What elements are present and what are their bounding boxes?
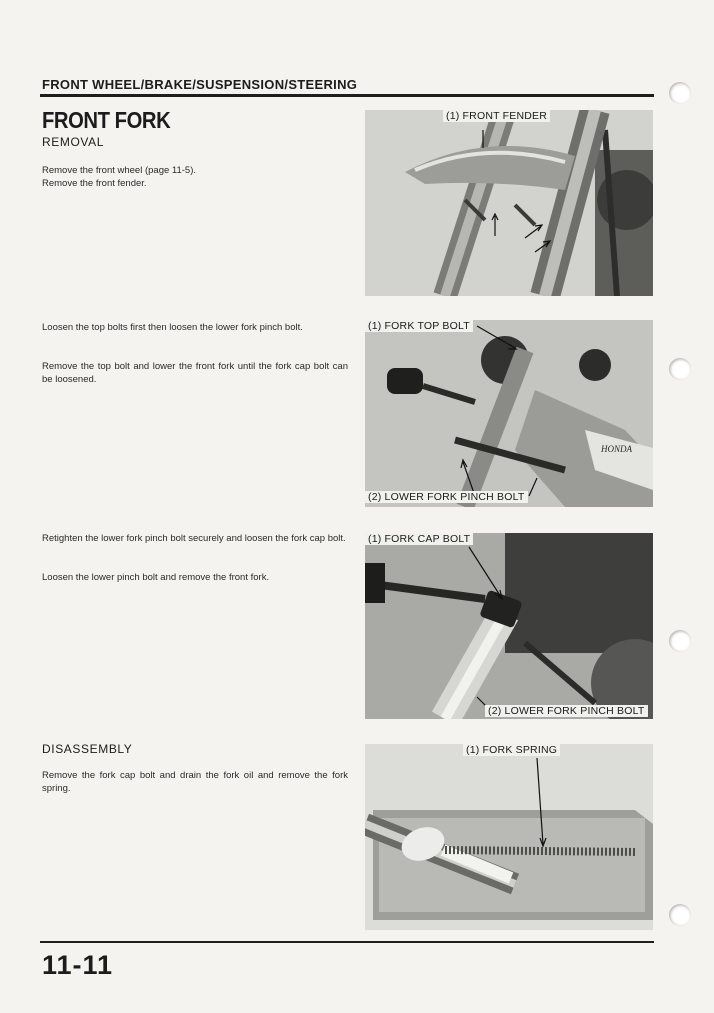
header-rule [40, 94, 654, 97]
photo-front-fender [365, 110, 653, 296]
disassembly-heading: DISASSEMBLY [42, 742, 133, 756]
chapter-header: FRONT WHEEL/BRAKE/SUSPENSION/STEERING [42, 77, 358, 92]
removal-step-1 [42, 164, 348, 190]
caption-lower-fork-pinch-bolt-1: (2) LOWER FORK PINCH BOLT [365, 491, 528, 503]
binder-hole-1 [669, 82, 691, 104]
removal-step-2: Loosen the top bolts first then loosen the lower fork pinch bolt. [42, 322, 303, 333]
fork-top-bolt-illustration [365, 320, 653, 507]
caption-lower-fork-pinch-bolt-2: (2) LOWER FORK PINCH BOLT [485, 705, 648, 717]
photo-fork-spring [365, 744, 653, 930]
disassembly-step-1: Remove the fork cap bolt and drain the fork oil and remove the fork spring. [42, 770, 348, 794]
binder-hole-4 [669, 904, 691, 926]
caption-fork-spring: (1) FORK SPRING [463, 744, 560, 756]
removal-step-3: Remove the top bolt and lower the front fork until the fork cap bolt can be loosened. [42, 361, 348, 385]
photo-fork-top-bolt [365, 320, 653, 507]
caption-fork-cap-bolt: (1) FORK CAP BOLT [365, 533, 473, 545]
removal-heading: REMOVAL [42, 135, 104, 149]
binder-hole-2 [669, 358, 691, 380]
front-fender-illustration [365, 110, 653, 296]
fork-cap-bolt-illustration [365, 533, 653, 719]
honda-decal-text: HONDA [601, 444, 632, 454]
fork-spring-illustration [365, 744, 653, 930]
binder-hole-3 [669, 630, 691, 652]
footer-rule [40, 941, 654, 943]
removal-line-2: Remove the front fender. [42, 178, 147, 189]
caption-fork-top-bolt: (1) FORK TOP BOLT [365, 320, 473, 332]
photo-fork-cap-bolt [365, 533, 653, 719]
removal-line-1: Remove the front wheel (page 11-5). [42, 165, 197, 176]
page-number: 11-11 [42, 950, 114, 980]
section-title: FRONT FORK [42, 107, 171, 133]
removal-step-5: Loosen the lower pinch bolt and remove the front fork. [42, 572, 270, 583]
caption-front-fender: (1) FRONT FENDER [443, 110, 550, 122]
removal-step-4: Retighten the lower fork pinch bolt securely and loosen the fork cap bolt. [42, 533, 346, 544]
